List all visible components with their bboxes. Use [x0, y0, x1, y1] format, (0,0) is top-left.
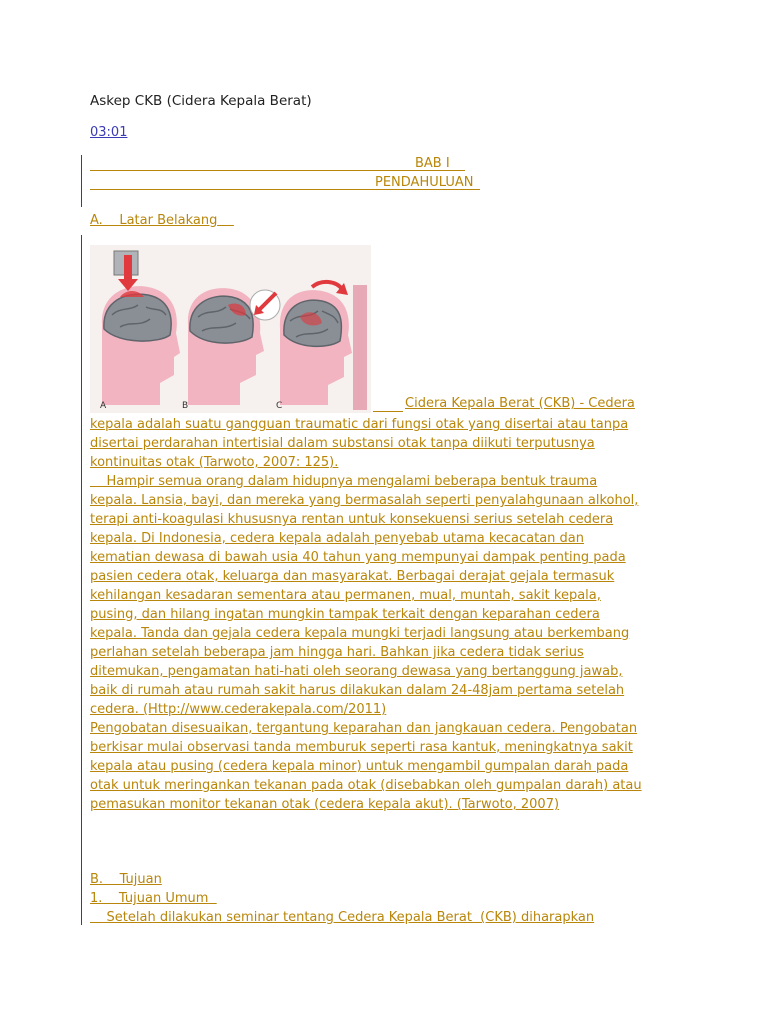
section-a-heading: A. Latar Belakang [90, 213, 218, 228]
paragraph-2-line: pasien cedera otak, keluarga dan masyarakat. Berbagai derajat gejala termasuk [90, 569, 615, 584]
left-margin-bar-2 [81, 235, 82, 925]
paragraph-2-line: berkisar mulai observasi tanda memburuk seperti rasa kantuk, meningkatnya sakit [90, 740, 633, 755]
paragraph-2-line: kepala. Lansia, bayi, dan mereka yang bermasalah seperti penyalahgunaan alkohol, [90, 493, 639, 508]
paragraph-2-line: baik di rumah atau rumah sakit harus dilakukan dalam 24-48jam pertama setelah [90, 683, 625, 698]
paragraph-1-line: Cidera Kepala Berat (CKB) - Cedera [405, 396, 635, 411]
time-link[interactable]: 03:01 [90, 125, 128, 140]
paragraph-1-line: kepala adalah suatu gangguan traumatic dari fungsi otak yang disertai atau tanpa [90, 417, 629, 432]
figure-label-a: A [100, 401, 107, 411]
indent-rule [373, 411, 403, 412]
paragraph-2-line: kehilangan kesadaran sementara atau permanen, mual, muntah, sakit kepala, [90, 588, 601, 603]
figure-label-b: B [182, 401, 189, 411]
paragraph-2-line: Hampir semua orang dalam hidupnya mengalami beberapa bentuk trauma [90, 474, 598, 489]
head-b-illustration [188, 288, 280, 405]
paragraph-2-line: cedera. (Http://www.cederakepala.com/2011) [90, 702, 387, 717]
paragraph-2-line: kepala. Di Indonesia, cedera kepala adalah penyebab utama kecacatan dan [90, 531, 585, 546]
paragraph-2-line: pusing, dan hilang ingatan mungkin tampak terkait dengan keparahan cedera [90, 607, 600, 622]
document-title: Askep CKB (Cidera Kepala Berat) [90, 93, 312, 109]
section-b-heading: B. Tujuan [90, 872, 162, 887]
chapter-rule [90, 170, 465, 171]
paragraph-2-line: perlahan setelah beberapa jam hingga hari. Bahkan jika cedera tidak serius [90, 645, 584, 660]
paragraph-2-line: kepala. Tanda dan gejala cedera kepala mungki terjadi langsung atau berkembang [90, 626, 630, 641]
paragraph-2-line: ditemukan, pengamatan hati-hati oleh seorang dewasa yang bertanggung jawab, [90, 664, 623, 679]
paragraph-2-line: kematian dewasa di bawah usia 40 tahun yang mempunyai dampak penting pada [90, 550, 626, 565]
chapter-label: BAB I [415, 156, 450, 171]
paragraph-1-line: kontinuitas otak (Tarwoto, 2007: 125). [90, 455, 339, 470]
paragraph-1-line: disertai perdarahan intertisial dalam substansi otak tanpa diikuti terputusnya [90, 436, 595, 451]
head-c-illustration [280, 282, 367, 410]
chapter-title: PENDAHULUAN [375, 175, 474, 190]
figure-label-c: C [276, 401, 283, 411]
head-injury-illustration [90, 245, 371, 413]
subsection-1-heading: 1. Tujuan Umum [90, 891, 209, 906]
paragraph-2-line: Pengobatan disesuaikan, tergantung keparahan dan jangkauan cedera. Pengobatan [90, 721, 638, 736]
left-margin-bar-1 [81, 155, 82, 207]
head-injury-figure [90, 245, 371, 413]
paragraph-2-line: kepala atau pusing (cedera kepala minor) untuk mengambil gumpalan darah pada [90, 759, 629, 774]
paragraph-2-line: terapi anti-koagulasi khususnya rentan untuk konsekuensi serius setelah cedera [90, 512, 614, 527]
paragraph-2-line: pemasukan monitor tekanan otak (cedera kepala akut). (Tarwoto, 2007) [90, 797, 560, 812]
paragraph-2-line: otak untuk meringankan tekanan pada otak (disebabkan oleh gumpalan darah) atau [90, 778, 642, 793]
head-a-illustration [102, 251, 180, 405]
last-text-line: Setelah dilakukan seminar tentang Cedera Kepala Berat (CKB) diharapkan [90, 910, 595, 925]
